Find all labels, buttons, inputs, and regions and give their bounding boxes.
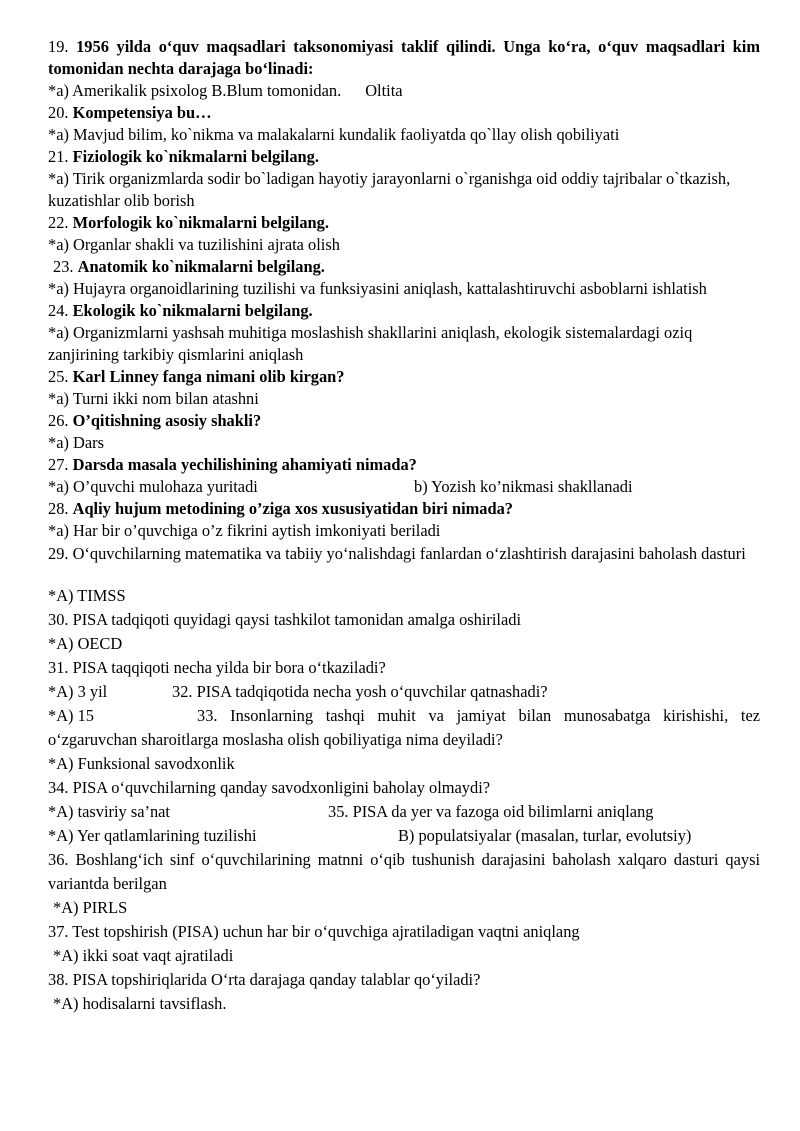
question-text: 1956 yilda o‘quv maqsadlari taksonomiyasi taklif qilindi. Unga ko‘ra, o‘quv maqsadlari kim tomonidan nechta darajaga bo‘linadi: [48, 37, 760, 78]
question-text: Anatomik ko`nikmalarni belgilang. [77, 257, 325, 276]
question-text: Kompetensiya bu… [72, 103, 212, 122]
document-page [48, 36, 760, 1016]
question-37: 37. Test topshirish (PISA) uchun har bir o‘quvchiga ajratiladigan vaqtni aniqlang [48, 922, 580, 941]
answer-34-question-35 [48, 800, 760, 824]
question-25 [48, 366, 760, 388]
question-text: O’qitishning asosiy shakli? [72, 411, 262, 430]
question-24 [48, 300, 760, 322]
answer-19 [48, 80, 760, 102]
question-27 [48, 454, 760, 476]
answer-33: *A) Funksional savodxonlik [48, 754, 235, 773]
answer-35 [48, 824, 760, 848]
answer-25: *a) Turni ikki nom bilan atashni [48, 389, 259, 408]
question-36: 36. Boshlang‘ich sinf o‘quvchilarining matnni o‘qib tushunish darajasini baholash xalqaro dasturi qaysi variantda berilgan [48, 850, 760, 893]
question-20 [48, 102, 760, 124]
answer-23: *a) Hujayra organoidlarining tuzilishi va funksiyasini aniqlash, kattalashtiruvchi asboblarni ishlatish [48, 279, 707, 298]
answer-a: *A) Yer qatlamlarining tuzilishi [48, 826, 257, 845]
question-32: 32. PISA tadqiqotida necha yosh o‘quvchilar qatnashadi? [172, 682, 548, 701]
question-text: Morfologik ko`nikmalarni belgilang. [72, 213, 329, 232]
answer-21: *a) Tirik organizmlarda sodir bo`ladigan hayotiy jarayonlarni o`rganishga oid oddiy tajribalar o`tkazish, kuzatishlar olib borish [48, 169, 731, 210]
answer-29: *A) TIMSS [48, 586, 126, 605]
answer-20: *a) Mavjud bilim, ko`nikma va malakalarni kundalik faoliyatda qo`llay olish qobiliyati [48, 125, 620, 144]
question-number: 20. [48, 103, 69, 122]
question-23 [48, 256, 760, 278]
answer-31: *A) 3 yil [48, 682, 108, 701]
question-30: 30. PISA tadqiqoti quyidagi qaysi tashkilot tamonidan amalga oshiriladi [48, 610, 521, 629]
question-text: Karl Linney fanga nimani olib kirgan? [72, 367, 345, 386]
question-text: Darsda masala yechilishining ahamiyati nimada? [72, 455, 417, 474]
question-number: 25. [48, 367, 69, 386]
question-35: 35. PISA da yer va fazoga oid bilimlarni aniqlang [328, 802, 654, 821]
question-number: 22. [48, 213, 69, 232]
question-text: Fiziologik ko`nikmalarni belgilang. [72, 147, 319, 166]
answer-26: *a) Dars [48, 433, 104, 452]
question-19 [48, 36, 760, 80]
question-number: 23. [53, 257, 74, 276]
answer-27 [48, 476, 760, 498]
answer-30: *A) OECD [48, 634, 123, 653]
question-number: 28. [48, 499, 69, 518]
answer-28: *a) Har bir o’quvchiga o’z fikrini aytish imkoniyati beriladi [48, 521, 441, 540]
question-26 [48, 410, 760, 432]
question-text: Ekologik ko`nikmalarni belgilang. [72, 301, 313, 320]
question-number: 19. [48, 37, 69, 56]
answer-a: *a) Amerikalik psixolog B.Blum tomonidan. [48, 81, 342, 100]
answer-32: *A) 15 [48, 706, 94, 725]
question-28 [48, 498, 760, 520]
answer-b: B) populatsiyalar (masalan, turlar, evolutsiy) [398, 826, 692, 845]
answer-a-extra: Oltita [365, 81, 403, 100]
question-21 [48, 146, 760, 168]
question-29: 29. O‘quvchilarning matematika va tabiiy yo‘nalishdagi fanlardan o‘zlashtirish darajasini baholash dasturi [48, 544, 746, 563]
question-38: 38. PISA topshiriqlarida O‘rta darajaga qanday talablar qo‘yiladi? [48, 970, 481, 989]
question-31: 31. PISA taqqiqoti necha yilda bir bora o‘tkaziladi? [48, 658, 386, 677]
question-34: 34. PISA o‘quvchilarning qanday savodxonligini baholay olmaydi? [48, 778, 491, 797]
answer-37: *A) ikki soat vaqt ajratiladi [53, 946, 234, 965]
question-number: 26. [48, 411, 69, 430]
question-number: 24. [48, 301, 69, 320]
answer-34: *A) tasviriy sa’nat [48, 802, 170, 821]
answer-b: b) Yozish ko’nikmasi shakllanadi [414, 477, 633, 496]
answer-22: *a) Organlar shakli va tuzilishini ajrata olish [48, 235, 340, 254]
answer-a: *a) O’quvchi mulohaza yuritadi [48, 477, 258, 496]
answer-24: *a) Organizmlarni yashsah muhitiga moslashish shakllarini aniqlash, ekologik sistemalardagi oziq zanjirining tarkibiy qismlarini aniqlash [48, 323, 693, 364]
question-22 [48, 212, 760, 234]
answer-36: *A) PIRLS [53, 898, 128, 917]
question-number: 27. [48, 455, 69, 474]
question-33: 33. Insonlarning tashqi muhit va jamiyat bilan munosabatga kirishishi, tez o‘zgaruvchan sharoitlarga moslasha olish qobiliyatiga nima deyiladi? [48, 706, 760, 749]
answer-31-question-32 [48, 680, 760, 704]
answer-38: *A) hodisalarni tavsiflash. [53, 994, 227, 1013]
question-text: Aqliy hujum metodining o’ziga xos xususiyatidan biri nimada? [72, 499, 513, 518]
question-number: 21. [48, 147, 69, 166]
answer-32-question-33 [48, 704, 760, 752]
